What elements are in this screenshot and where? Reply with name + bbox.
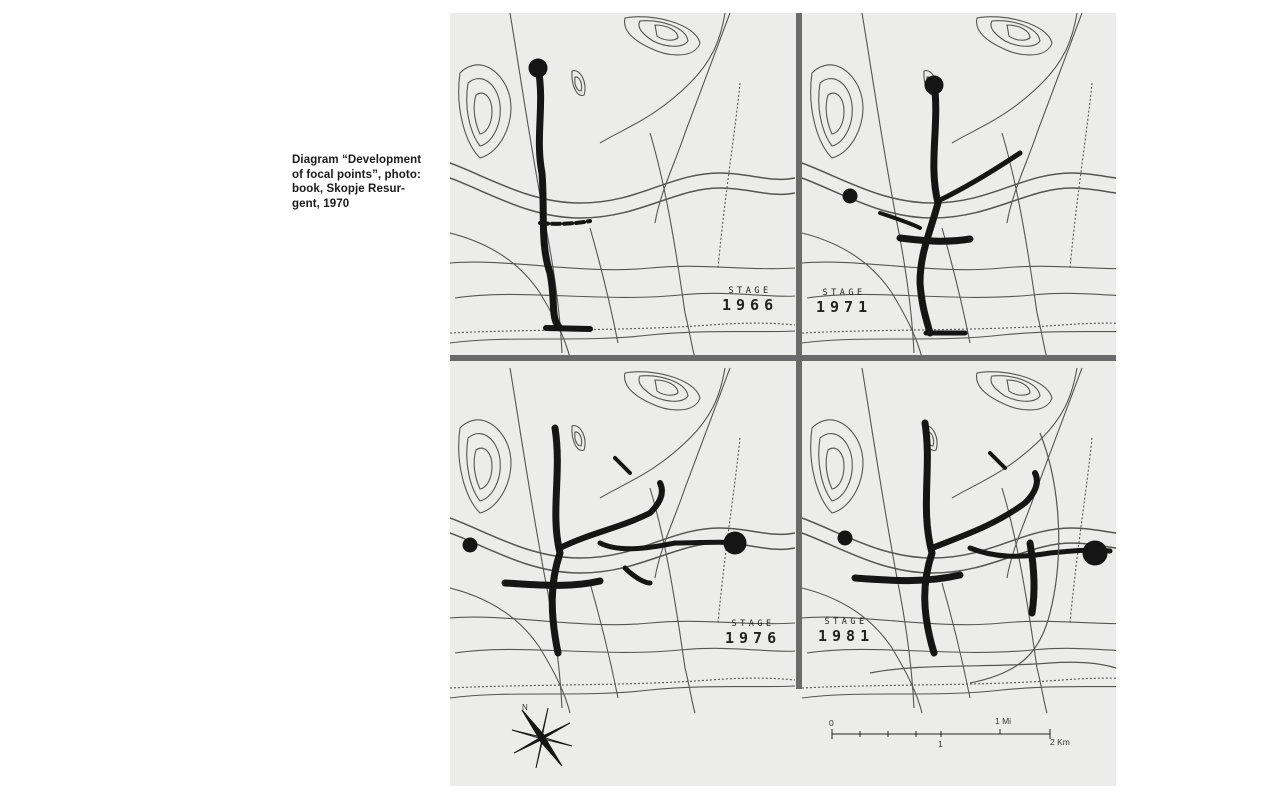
caption-line: gent, 1970	[292, 197, 350, 210]
compass-north-label: N	[522, 703, 528, 712]
stage-label-1981: STAGE 1981	[818, 617, 875, 645]
panel-1976	[450, 368, 795, 713]
horizontal-divider	[450, 355, 1116, 361]
panel-1981	[802, 368, 1116, 713]
figure-caption	[292, 153, 442, 211]
caption-line: of focal points”, photo:	[292, 168, 421, 181]
caption-line: Diagram “Development	[292, 154, 422, 166]
compass-rose-icon	[512, 708, 572, 768]
vertical-divider	[796, 13, 802, 689]
stage-label-1976: STAGE 1976	[725, 619, 782, 647]
scale-bar	[832, 729, 1050, 739]
scale-km-2: 2 Km	[1050, 737, 1070, 747]
scale-zero: 0	[829, 718, 834, 728]
scale-mile: 1 Mi	[995, 716, 1012, 726]
stage-label-1971: STAGE 1971	[816, 288, 873, 316]
diagram-artwork	[450, 13, 1116, 786]
stage-label-1966: STAGE 1966	[722, 286, 779, 314]
diagram-photo	[450, 13, 1116, 786]
scale-km-1: 1	[938, 739, 943, 749]
caption-line: book, Skopje Resur-	[292, 183, 406, 195]
